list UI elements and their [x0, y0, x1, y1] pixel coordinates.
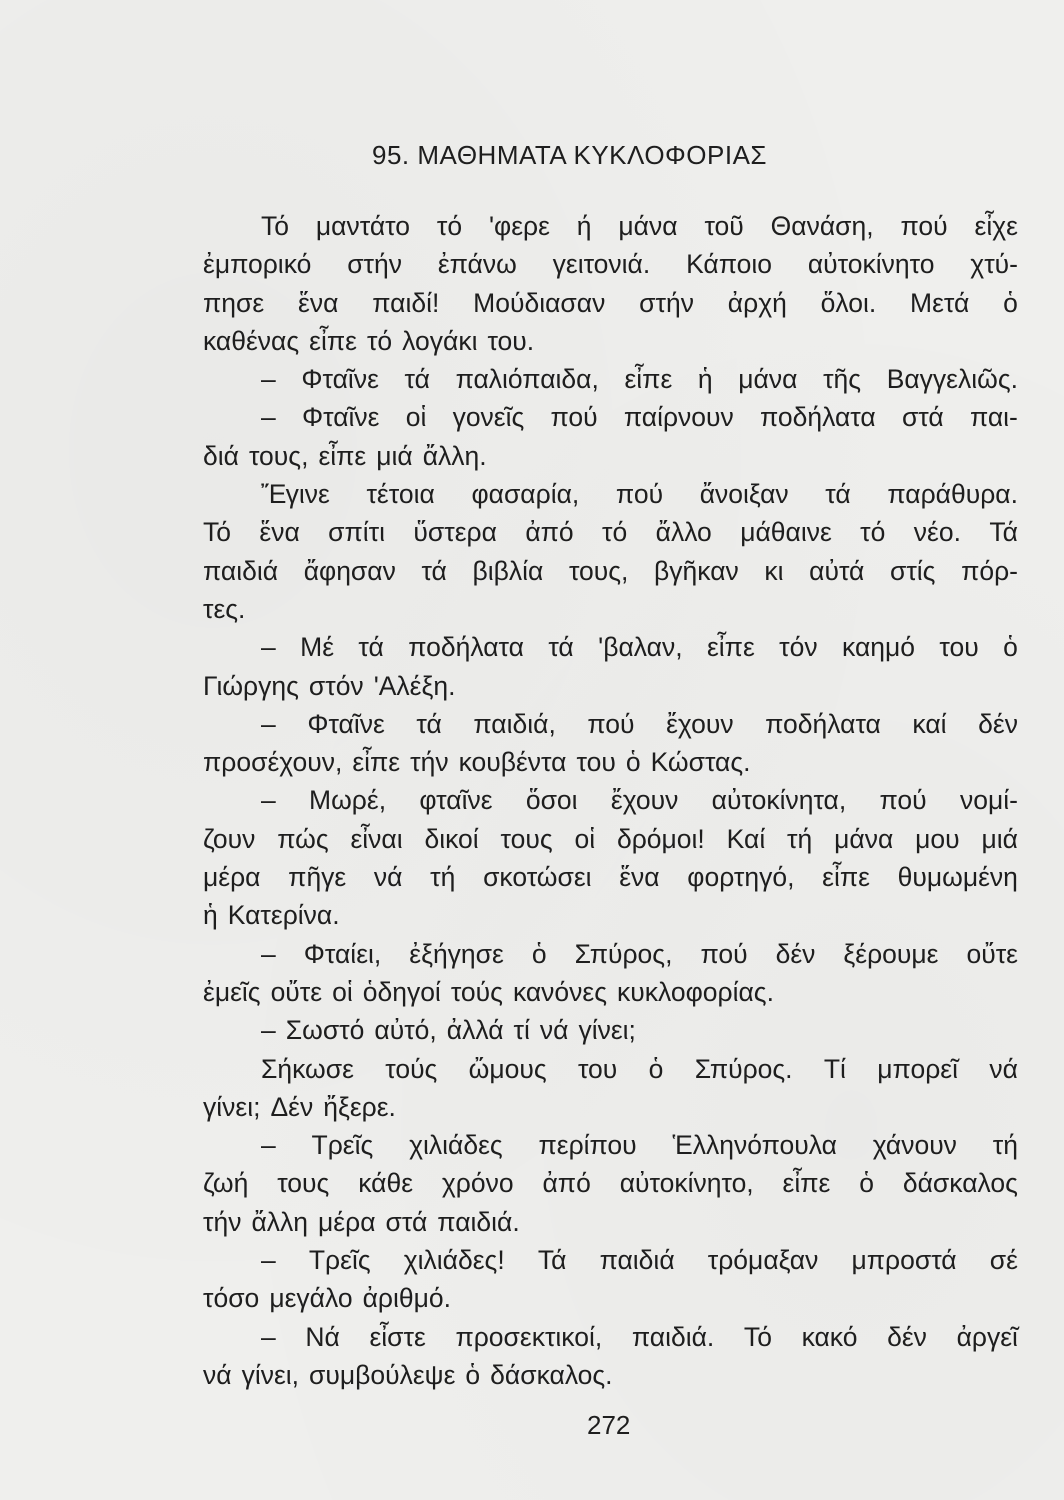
word: εἶπε	[822, 862, 870, 893]
word: τους	[277, 1168, 330, 1199]
word: ἀριθμό.	[362, 1283, 451, 1314]
text-line	[203, 1318, 1018, 1356]
word: μπορεῖ	[877, 1053, 958, 1084]
word: μέρα	[203, 862, 261, 893]
word: χτύ-	[970, 249, 1018, 280]
word: κυκλοφορίας.	[617, 976, 774, 1007]
word: ὅσοι	[525, 785, 578, 816]
word: Ἑλληνόπουλα	[672, 1130, 837, 1161]
word: νά	[203, 1359, 232, 1390]
word: Τά	[989, 517, 1018, 548]
word: ὁ	[531, 938, 547, 969]
word: χιλιάδες!	[403, 1245, 505, 1276]
word: –	[261, 708, 276, 739]
word: ὅλοι.	[820, 287, 877, 318]
word: ὁ	[648, 1053, 664, 1084]
word: τή	[430, 862, 456, 893]
word: ζωή	[203, 1168, 249, 1199]
word: τους,	[248, 440, 309, 471]
word: σέ	[989, 1245, 1018, 1276]
word: Τί	[823, 1053, 846, 1084]
word: κι	[764, 555, 784, 586]
word: ὁ	[625, 747, 641, 778]
word: τούς	[450, 976, 503, 1007]
word: διά	[203, 440, 239, 471]
word: γίνει;	[578, 1015, 636, 1046]
word: καημό	[842, 632, 916, 663]
word: εἶναι	[350, 823, 403, 854]
word: –	[261, 785, 276, 816]
word: 'Αλέξη.	[373, 670, 456, 701]
word: ἡ	[203, 900, 218, 931]
word: Τά	[537, 1245, 567, 1276]
word: στίς	[889, 555, 936, 586]
text-line	[203, 1279, 1018, 1317]
word: τά	[358, 632, 384, 663]
word: ζουν	[203, 823, 256, 854]
word: τήν	[410, 747, 449, 778]
text-line	[203, 245, 1018, 283]
word: πόρ-	[961, 555, 1018, 586]
word: ὁ	[1003, 287, 1018, 318]
text-line	[203, 1356, 1018, 1394]
word: Μέ	[300, 632, 335, 663]
text-line	[203, 1164, 1018, 1202]
word: τή	[992, 1130, 1018, 1161]
word: 'βαλαν,	[598, 632, 683, 663]
word: ἡ	[697, 364, 713, 395]
word: Φταίει,	[303, 938, 382, 969]
word: Φταῖνε	[301, 364, 379, 395]
chapter-title: 95. ΜΑΘΗΜΑΤΑ ΚΥΚΛΟΦΟΡΙΑΣ	[372, 140, 767, 170]
word: ἔχουν	[610, 785, 679, 816]
word: 'φερε	[488, 211, 550, 241]
text-line	[203, 743, 1018, 781]
word: ποδήλατα	[765, 708, 881, 739]
text-line	[203, 207, 1018, 245]
word: ἐξήγησε	[409, 938, 504, 969]
word: εἶπε	[624, 364, 673, 395]
word: εἶπε	[352, 747, 401, 778]
word: παι-	[969, 402, 1018, 433]
word: φορτηγό,	[687, 862, 795, 893]
word: –	[261, 1245, 276, 1276]
word: καθένας	[203, 325, 300, 356]
word: λογάκι	[402, 325, 478, 356]
word: ἐμπορικό	[203, 249, 312, 280]
word: του	[576, 747, 616, 778]
word: Μούδιασαν	[473, 287, 606, 318]
word: τες.	[203, 593, 246, 624]
word: τά	[825, 479, 851, 510]
word: θυμωμένη	[897, 862, 1018, 893]
word: ἄνοιξαν	[699, 479, 789, 510]
word: κάθε	[358, 1168, 414, 1199]
word: οὔτε	[270, 976, 323, 1007]
word: κουβέντα	[458, 747, 567, 778]
word: γονεῖς	[452, 402, 525, 433]
word: συμβούλεψε	[309, 1359, 456, 1390]
word: κανόνες	[512, 976, 608, 1007]
word: τους	[500, 823, 553, 854]
word: προσέχουν,	[203, 747, 343, 778]
word: μάνα	[618, 211, 678, 241]
text-line	[203, 705, 1018, 743]
word: τί	[513, 1015, 530, 1046]
word: ἕνα	[259, 517, 300, 548]
text-line	[203, 322, 1018, 360]
word: εἶπε	[318, 440, 367, 471]
word: εἶστε	[369, 1321, 426, 1352]
word: χιλιάδες	[409, 1130, 503, 1161]
word: ἤξερε.	[323, 1091, 396, 1122]
word: τοῦ	[704, 211, 744, 241]
word: στήν	[639, 287, 694, 318]
word: νέο.	[913, 517, 961, 548]
word: ἔχουν	[666, 708, 734, 739]
word: Ἔγινε	[261, 479, 330, 510]
text-line	[203, 398, 1018, 436]
word: ὤμους	[468, 1053, 547, 1084]
word: τόν	[779, 632, 818, 663]
text-line	[203, 360, 1018, 398]
word: αὐτοκίνητο,	[619, 1168, 754, 1199]
word: Τό	[743, 1321, 772, 1352]
text-line	[203, 552, 1018, 590]
word: ἐμεῖς	[203, 976, 261, 1007]
word: αὐτό,	[374, 1015, 437, 1046]
word: νά	[989, 1053, 1018, 1084]
text-line	[203, 935, 1018, 973]
word: νά	[373, 862, 403, 893]
word: Μετά	[910, 287, 970, 318]
word: Γιώργης	[203, 670, 299, 701]
text-line	[203, 667, 1018, 705]
word: δέν	[978, 708, 1018, 739]
text-line	[203, 781, 1018, 819]
word: σκοτώσει	[483, 862, 592, 893]
word: δρόμοι!	[616, 823, 705, 854]
word: ἄφησαν	[303, 555, 396, 586]
word: Τρεῖς	[311, 1130, 374, 1161]
word: τῆς	[823, 364, 862, 395]
word: βγῆκαν	[654, 555, 739, 586]
text-line	[203, 1241, 1018, 1279]
word: τους,	[568, 555, 629, 586]
text-line	[203, 896, 1018, 934]
word: στόν	[308, 670, 364, 701]
word: ποδήλατα	[408, 632, 524, 663]
word: καί	[912, 708, 947, 739]
word: τό	[602, 517, 628, 548]
word: ἕνα	[298, 287, 339, 318]
word: δέν	[775, 938, 816, 969]
word: πού	[879, 785, 927, 816]
word: –	[261, 402, 276, 433]
word: τόσο	[203, 1283, 260, 1314]
word: μάθαινε	[740, 517, 832, 548]
word: Τό	[203, 517, 232, 548]
word: –	[261, 938, 276, 969]
word: πού	[900, 211, 948, 241]
text-line	[203, 858, 1018, 896]
word: εἶπε	[706, 632, 755, 663]
word: Τρεῖς	[308, 1245, 371, 1276]
word: ἀρχή	[727, 287, 787, 318]
word: στήν	[347, 249, 402, 280]
word: του.	[487, 325, 535, 356]
word: Σωστό	[285, 1015, 365, 1046]
text-line	[203, 1203, 1018, 1241]
word: αὐτοκίνητα,	[711, 785, 847, 816]
word: πῆγε	[288, 862, 347, 893]
word: οἱ	[574, 823, 596, 854]
word: χρόνο	[441, 1168, 514, 1199]
word: ἄλλο	[655, 517, 712, 548]
word: μιά	[981, 823, 1018, 854]
word: –	[261, 632, 276, 663]
word: προσεκτικοί,	[455, 1321, 603, 1352]
word: εἶχε	[974, 211, 1018, 241]
word: –	[261, 1321, 276, 1352]
text-line	[203, 1011, 1018, 1049]
word: παιδί!	[372, 287, 440, 318]
word: δικοί	[424, 823, 479, 854]
word: Δέν	[270, 1091, 314, 1122]
word: γειτονιά.	[552, 249, 651, 280]
text-line	[203, 1126, 1018, 1164]
word: μιά	[376, 440, 413, 471]
word: τό	[436, 211, 463, 241]
word: παιδιά.	[631, 1321, 715, 1352]
word: παιδιά.	[437, 1206, 520, 1237]
word: ὁ	[1003, 632, 1018, 663]
word: παίρνουν	[623, 402, 734, 433]
word: Νά	[305, 1321, 340, 1352]
word: μαντάτο	[315, 211, 410, 241]
word: ἀπό	[542, 1168, 591, 1199]
word: ἄλλη	[251, 1206, 309, 1237]
word: τό	[860, 517, 886, 548]
body-text	[203, 207, 1018, 1394]
word: τά	[548, 632, 574, 663]
word: ὁ	[859, 1168, 874, 1199]
word: δάσκαλος	[902, 1168, 1018, 1199]
word: πησε	[203, 287, 265, 318]
word: Κώστας.	[650, 747, 751, 778]
word: Βαγγελιῶς.	[886, 364, 1018, 395]
word: ἐπάνω	[437, 249, 517, 280]
word: Καί	[726, 823, 766, 854]
word: παιδιά	[599, 1245, 675, 1276]
word: μάνα	[738, 364, 798, 395]
word: περίπου	[538, 1130, 637, 1161]
word: αὐτοκίνητο	[807, 249, 935, 280]
word: εἶπε	[782, 1168, 831, 1199]
word: οὔτε	[966, 938, 1018, 969]
word: μπροστά	[851, 1245, 957, 1276]
text-line	[203, 1050, 1018, 1088]
word: –	[261, 1015, 276, 1046]
word: Φταῖνε	[301, 402, 380, 433]
word: Σπύρος.	[694, 1053, 793, 1084]
word: κακό	[801, 1321, 858, 1352]
word: σπίτι	[328, 517, 386, 548]
word: παλιόπαιδα,	[455, 364, 599, 395]
text-line	[203, 513, 1018, 551]
word: φασαρία,	[471, 479, 580, 510]
word: οἱ	[332, 976, 353, 1007]
word: ἀπό	[525, 517, 574, 548]
word: Κατερίνα.	[227, 900, 340, 931]
word: ὁδηγοί	[362, 976, 441, 1007]
text-line	[203, 590, 1018, 628]
word: δέν	[887, 1321, 927, 1352]
word: Μωρέ,	[309, 785, 387, 816]
text-line	[203, 437, 1018, 475]
text-line	[203, 820, 1018, 858]
word: τέτοια	[366, 479, 435, 510]
word: Θανάση,	[770, 211, 874, 241]
word: παιδιά,	[473, 708, 556, 739]
text-line	[203, 284, 1018, 322]
word: γίνει,	[241, 1359, 300, 1390]
word: Φταῖνε	[307, 708, 385, 739]
word: χάνουν	[872, 1130, 957, 1161]
word: πού	[700, 938, 748, 969]
word: ἕνα	[619, 862, 660, 893]
word: Σήκωσε	[261, 1053, 354, 1084]
word: βιβλία	[472, 555, 544, 586]
word: τά	[404, 364, 430, 395]
word: μεγάλο	[269, 1283, 353, 1314]
word: παράθυρα.	[887, 479, 1018, 510]
word: δάσκαλος.	[490, 1359, 613, 1390]
word: πού	[615, 479, 664, 510]
word: ποδήλατα	[760, 402, 876, 433]
word: νομί-	[959, 785, 1018, 816]
word: αὐτά	[809, 555, 865, 586]
word: ὕστερα	[413, 517, 497, 548]
word: του	[939, 632, 979, 663]
word: πού	[550, 402, 598, 433]
word: τό	[366, 325, 393, 356]
word: τρόμαξαν	[707, 1245, 819, 1276]
word: ὁ	[465, 1359, 481, 1390]
word: τούς	[385, 1053, 438, 1084]
word: νά	[539, 1015, 569, 1046]
word: οἱ	[405, 402, 427, 433]
word: τά	[421, 555, 447, 586]
word: παιδιά	[203, 555, 279, 586]
page-number: 272	[587, 1410, 631, 1440]
word: ἀργεῖ	[956, 1321, 1018, 1352]
word: Τό	[261, 211, 290, 241]
text-line	[203, 628, 1018, 666]
word: τήν	[203, 1206, 242, 1237]
word: ή	[576, 211, 592, 241]
word: εἶπε	[309, 325, 357, 356]
text-line	[203, 973, 1018, 1011]
word: ἄλλη.	[422, 440, 487, 471]
word: μου	[915, 823, 960, 854]
word: στά	[901, 402, 944, 433]
word: του	[577, 1053, 618, 1084]
word: μάνα	[834, 823, 894, 854]
text-line	[203, 1088, 1018, 1126]
word: γίνει;	[203, 1091, 261, 1122]
word: –	[261, 1130, 276, 1161]
text-line	[203, 475, 1018, 513]
word: Κάποιο	[686, 249, 773, 280]
word: τά	[416, 708, 442, 739]
word: Σπύρος,	[574, 938, 673, 969]
word: –	[261, 364, 276, 395]
word: πού	[587, 708, 635, 739]
word: πώς	[277, 823, 329, 854]
word: τή	[787, 823, 813, 854]
word: μέρα	[318, 1206, 376, 1237]
word: ἀλλά	[446, 1015, 504, 1046]
word: φταῖνε	[419, 785, 493, 816]
word: ξέρουμε	[843, 938, 939, 969]
word: στά	[385, 1206, 428, 1237]
